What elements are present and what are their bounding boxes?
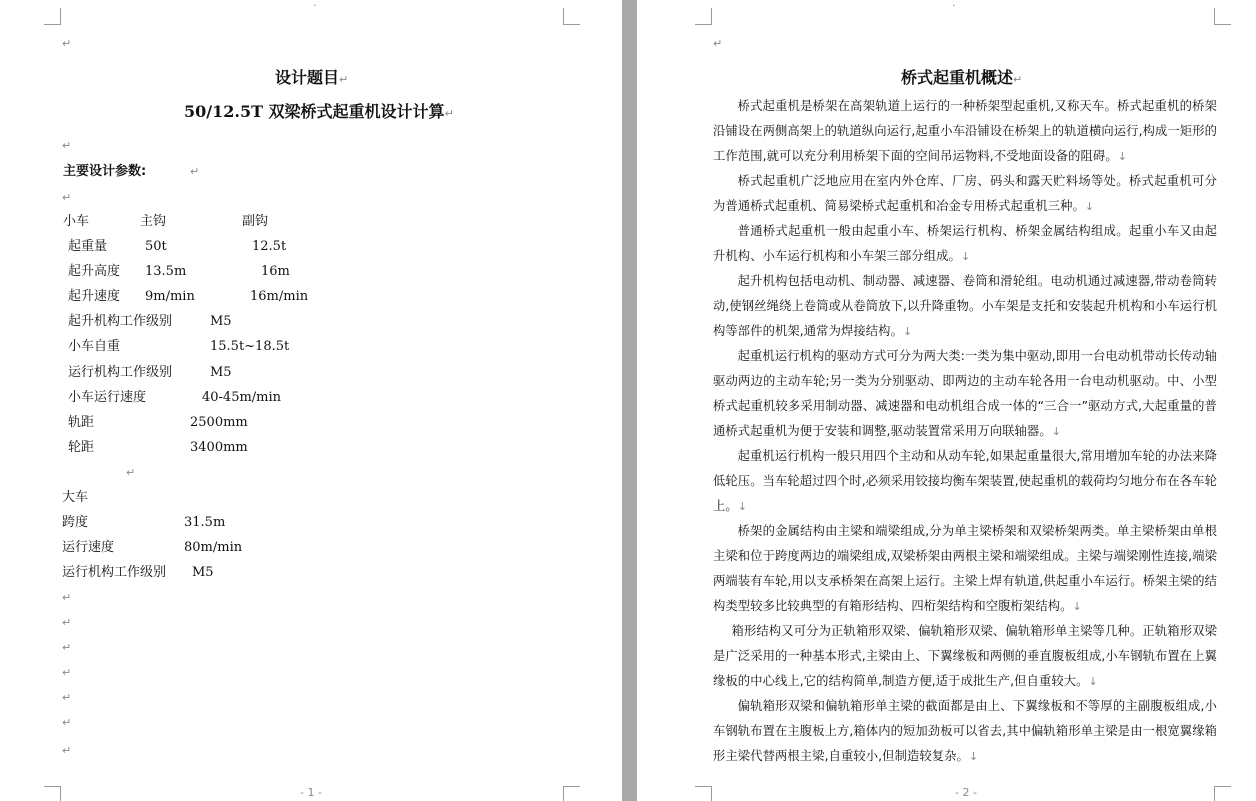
paragraph-text: 箱形结构又可分为正轨箱形双梁、偏轨箱形双梁、偏轨箱形单主梁等几种。正轨箱形双梁是广泛采用的一种基本形式,主梁由上、下翼缘板和两侧的垂直腹板组成,小车钢轨布置在上翼缘板的中心线上,它的结构简单,制造方便,适于成批生产,但自重较大。 <box>713 624 1217 688</box>
param-main-value[interactable]: 3400mm <box>190 440 248 455</box>
paragraph-mark: ↵ <box>444 107 454 120</box>
paragraph-text: 偏轨箱形双梁和偏轨箱形单主梁的截面都是由上、下翼缘板和不等厚的主副腹板组成,小车钢轨布置在主腹板上方,箱体内的短加劲板可以省去,其中偏轨箱形单主梁是由一根宽翼缘箱形主梁代替两根主梁,自重较小,但制造较复杂。 <box>713 699 1217 763</box>
paragraph-mark: ↵ <box>339 73 349 86</box>
margin-corner-bottom-left <box>695 786 712 801</box>
body-paragraph[interactable] <box>713 94 1217 169</box>
page-number: - 1 - <box>300 786 322 799</box>
margin-corner-top-left <box>695 8 712 25</box>
paragraph-mark: ↵ <box>62 666 72 679</box>
paragraph-mark: ↵ <box>62 191 72 204</box>
page-title[interactable] <box>275 68 348 88</box>
param-label[interactable]: 轨距 <box>68 415 95 430</box>
param-label[interactable]: 起升机构工作级别 <box>68 314 173 329</box>
line-break-mark: ↓ <box>1117 150 1128 163</box>
paragraph-mark: ↵ <box>713 37 723 50</box>
body-paragraph[interactable] <box>713 269 1217 344</box>
header-mark: · <box>313 0 317 12</box>
line-break-mark: ↓ <box>1084 200 1095 213</box>
crane-param-value[interactable]: 31.5m <box>184 515 226 530</box>
param-label[interactable]: 起升高度 <box>68 264 121 279</box>
margin-corner-bottom-left <box>44 786 61 801</box>
param-main-value[interactable]: 50t <box>145 239 167 254</box>
overview-body[interactable] <box>713 94 1217 769</box>
param-main-value[interactable]: M5 <box>210 365 232 380</box>
paragraph-mark: ↵ <box>1013 73 1023 86</box>
paragraph-mark: ↵ <box>190 165 200 178</box>
document-page-2[interactable] <box>637 0 1256 801</box>
title-text: 设计题目 <box>275 68 340 87</box>
col-trolley[interactable]: 小车 <box>63 214 90 229</box>
paragraph-mark: ↵ <box>62 37 72 50</box>
param-label[interactable]: 运行机构工作级别 <box>68 365 173 380</box>
param-main-value[interactable]: 13.5m <box>145 264 187 279</box>
param-main-value[interactable]: M5 <box>210 314 232 329</box>
param-aux-value[interactable]: 16m <box>261 264 290 279</box>
paragraph-text: 起重机运行机构的驱动方式可分为两大类:一类为集中驱动,即用一台电动机带动长传动轴驱动两边的主动车轮;另一类为分别驱动、即两边的主动车轮各用一台电动机驱动。中、小型桥式起重机较多采用制动器、减速器和电动机组合成一体的“三合一”驱动方式,大起重量的普通桥式起重机为便于安装和调整,驱动装置常采用万向联轴器。 <box>713 349 1217 438</box>
paragraph-text: 起重机运行机构一般只用四个主动和从动车轮,如果起重量很大,常用增加车轮的办法来降低轮压。当车轮超过四个时,必须采用铰接均衡车架装置,使起重机的载荷均匀地分布在各车轮上。 <box>713 449 1217 513</box>
margin-corner-top-left <box>44 8 61 25</box>
page-number: - 2 - <box>955 786 977 799</box>
param-main-value[interactable]: 15.5t~18.5t <box>210 339 290 354</box>
param-aux-value[interactable]: 12.5t <box>252 239 287 254</box>
paragraph-text: 普通桥式起重机一般由起重小车、桥架运行机构、桥架金属结构组成。起重小车又由起升机构、小车运行机构和小车架三部分组成。 <box>713 224 1217 263</box>
line-break-mark: ↓ <box>968 750 979 763</box>
body-paragraph[interactable] <box>713 519 1217 619</box>
header-mark: · <box>952 0 956 12</box>
line-break-mark: ↓ <box>1072 600 1082 613</box>
line-break-mark: ↓ <box>960 250 971 263</box>
line-break-mark: ↓ <box>1088 675 1098 688</box>
crane-param-value[interactable]: M5 <box>192 565 214 580</box>
param-aux-value[interactable]: 16m/min <box>250 289 309 304</box>
margin-corner-top-right <box>1214 8 1231 25</box>
body-paragraph[interactable] <box>713 444 1217 519</box>
param-main-value[interactable]: 40-45m/min <box>202 390 282 405</box>
crane-param-label[interactable]: 运行机构工作级别 <box>62 565 167 580</box>
overview-title[interactable] <box>901 68 1022 88</box>
param-label[interactable]: 起重量 <box>68 239 108 254</box>
param-label[interactable]: 起升速度 <box>68 289 121 304</box>
param-label[interactable]: 轮距 <box>68 440 95 455</box>
crane-param-label[interactable]: 跨度 <box>62 515 89 530</box>
paragraph-mark: ↵ <box>62 139 72 152</box>
paragraph-text: 桥式起重机广泛地应用在室内外仓库、厂房、码头和露天贮料场等处。桥式起重机可分为普通桥式起重机、简易梁桥式起重机和冶金专用桥式起重机三种。 <box>713 174 1217 213</box>
paragraph-mark: ↵ <box>62 641 72 654</box>
line-break-mark: ↓ <box>737 500 748 513</box>
body-paragraph[interactable] <box>713 344 1217 444</box>
body-paragraph[interactable] <box>713 219 1217 269</box>
body-paragraph[interactable] <box>713 694 1217 769</box>
paragraph-mark: ↵ <box>62 691 72 704</box>
section-heading[interactable]: 主要设计参数: <box>63 164 147 179</box>
line-break-mark: ↓ <box>1051 425 1062 438</box>
page-gutter <box>622 0 637 801</box>
body-paragraph[interactable] <box>713 619 1217 694</box>
crane-section-heading[interactable]: 大车 <box>62 490 89 505</box>
crane-param-value[interactable]: 80m/min <box>184 540 243 555</box>
paragraph-text: 桥架的金属结构由主梁和端梁组成,分为单主梁桥架和双梁桥架两类。单主梁桥架由单根主梁和位于跨度两边的端梁组成,双梁桥架由两根主梁和端梁组成。主梁与端梁刚性连接,端梁两端装有车轮,用以支承桥架在高架上运行。主梁上焊有轨道,供起重小车运行。桥架主梁的结构类型较多比较典型的有箱形结构、四桁架结构和空腹桁架结构。 <box>713 524 1217 613</box>
paragraph-mark: ↵ <box>126 466 136 479</box>
paragraph-mark: ↵ <box>62 716 72 729</box>
paragraph-mark: ↵ <box>62 591 72 604</box>
document-page-1[interactable] <box>0 0 622 801</box>
paragraph-text: 桥式起重机是桥架在高架轨道上运行的一种桥架型起重机,又称天车。桥式起重机的桥架沿铺设在两侧高架上的轨道纵向运行,起重小车沿铺设在桥架上的轨道横向运行,构成一矩形的工作范围,就可以充分利用桥架下面的空间吊运物料,不受地面设备的阻碍。 <box>713 99 1217 163</box>
param-label[interactable]: 小车自重 <box>68 339 121 354</box>
design-subject[interactable] <box>184 102 454 122</box>
margin-corner-bottom-right <box>1214 786 1231 801</box>
margin-corner-bottom-right <box>563 786 580 801</box>
overview-title-text: 桥式起重机概述 <box>901 68 1014 87</box>
col-aux-hook[interactable]: 副钩 <box>242 214 269 229</box>
paragraph-mark: ↵ <box>62 616 72 629</box>
param-label[interactable]: 小车运行速度 <box>68 390 147 405</box>
paragraph-text: 起升机构包括电动机、制动器、减速器、卷筒和滑轮组。电动机通过减速器,带动卷筒转动,使钢丝绳绕上卷筒或从卷筒放下,以升降重物。小车架是支托和安装起升机构和小车运行机构等部件的机架,通常为焊接结构。 <box>713 274 1217 338</box>
line-break-mark: ↓ <box>902 325 913 338</box>
param-main-value[interactable]: 2500mm <box>190 415 248 430</box>
param-main-value[interactable]: 9m/min <box>145 289 195 304</box>
margin-corner-top-right <box>563 8 580 25</box>
subtitle-text: 50/12.5T 双梁桥式起重机设计计算 <box>184 102 445 121</box>
col-main-hook[interactable]: 主钩 <box>140 214 167 229</box>
paragraph-mark: ↵ <box>62 744 72 757</box>
crane-param-label[interactable]: 运行速度 <box>62 540 115 555</box>
body-paragraph[interactable] <box>713 169 1217 219</box>
